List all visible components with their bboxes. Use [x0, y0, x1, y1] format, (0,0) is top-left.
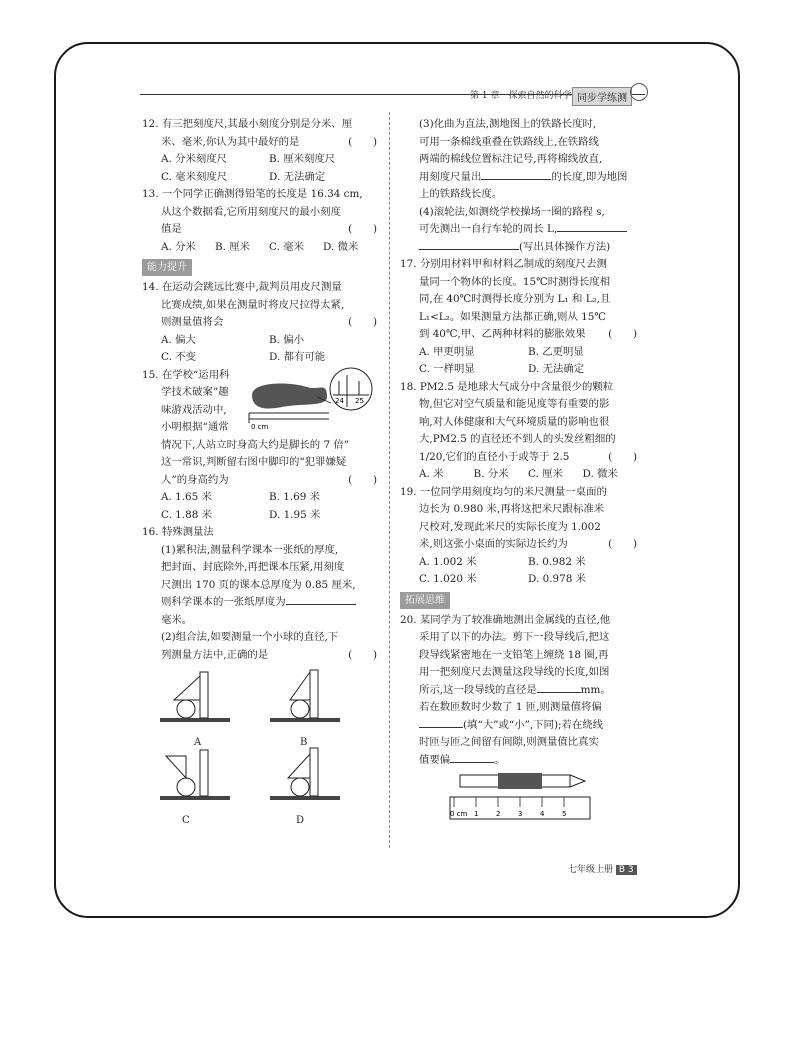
page-footer: 七年级上册 B 3: [568, 862, 637, 875]
ruler-tick-1: 1: [474, 810, 479, 818]
footprint-figure: [247, 367, 377, 437]
section-heading-extension: 拓展思维: [400, 592, 450, 609]
figure-b-label: B: [300, 737, 308, 748]
option-a: A. 分米刻度尺: [161, 153, 228, 165]
option-b: B. 厘米刻度尺: [269, 153, 336, 165]
part-3: (3)化曲为直法,测地图上的铁路长度时, 可用一条棉线重叠在铁路线上,在铁路线 两端的棉线位置标注记号,再将棉线放直, 用刻度尺量出 的长度,即为地图 上的铁路线长度。: [419, 118, 628, 200]
question-16: 16. 特殊测量法 (1)累积法,测量科学课本一张纸的厚度, 把封面、封底除外,再把课本压紧,用刻度 尺测出 170 页的课本总厚度为 0.85 厘米, 则科学课本的一张纸厚度为 毫米。 (2)组合法,如要测量一个小球的直径,下 列测量方法中,正确的是 ( ) A B C D: [142, 524, 377, 813]
answer-blank: [537, 682, 581, 693]
answer-blank: [450, 752, 494, 763]
logo-icon: [630, 83, 648, 101]
fig-tick-24: 24: [335, 396, 344, 405]
question-20: 20. 某同学为了较准确地测出金属线的直径,他 采用了以下的办法。剪下一段导线后,把这 段导线紧密地在一支铅笔上缠绕 18 圈,再 用一把刻度尺去测量这段导线的长度,如图 所示,这一段导线的直径是 mm。 若在数匝数时少数了 1 匝,则测量值将偏 (填“大”或“小”,下同);若在绕线 时匝与匝之间留有间隙,则测量值比真实 值要偏 。 0 cm 1 2 3 4 5: [400, 612, 637, 838]
figure-c-label: C: [182, 815, 190, 826]
ruler-tick-5: 5: [562, 810, 567, 818]
figure-d-label: D: [296, 815, 305, 826]
right-column: [400, 116, 637, 838]
ruler-tick-2: 2: [496, 810, 501, 818]
series-badge: 同步学练测: [572, 87, 632, 106]
question-15: 15. 在学校“运用科 学技术破案”趣 味游戏活动中, 小明根据“通常 0 cm 24 25 情况下,人站立时身高大约是脚长的 7 倍” 这一常识,判断留右图中脚印的“犯罪嫌疑 人”的身高约为 ( ) A. 1.65 米 B. 1.69 米 C. 1.88 米 D. 1.95 米: [142, 368, 377, 521]
answer-blank: [419, 717, 463, 728]
figure-a-label: A: [194, 737, 202, 748]
fig-tick-25: 25: [355, 396, 364, 405]
ruler-tick-4: 4: [540, 810, 545, 818]
question-12: 12. 有三把刻度尺,其最小刻度分别是分米、厘 米、毫米,你认为其中最好的是 ( ) A. 分米刻度尺 B. 厘米刻度尺 C. 毫米刻度尺 D. 无法确定: [142, 116, 377, 186]
page-number: B 3: [616, 865, 637, 875]
ruler-tick-0: 0 cm: [450, 810, 468, 818]
option-d: D. 无法确定: [269, 170, 326, 183]
column-divider: [389, 112, 390, 848]
option-c: C. 毫米刻度尺: [161, 170, 228, 183]
ruler-tick-3: 3: [518, 810, 523, 818]
figure-a: [160, 668, 230, 728]
question-17: 17. 分别用材料甲和材料乙制成的刻度尺去测 量同一个物体的长度。15℃时测得长度相 同,在 40℃时测得长度分别为 L₁ 和 L₂,且 L₁<L₂。如果测量方法都正确,则从 15℃ 到 40℃,甲、乙两种材料的膨胀效果 ( ) A. 甲更明显 B. 乙更明显 C. 一样明显 D. 无法确定: [400, 258, 637, 375]
left-column: [142, 116, 377, 826]
part-4: (4)滚轮法,如测绕学校操场一圈的路程 s, 可先测出一自行车轮的周长 L, (写出具体操作方法): [400, 204, 637, 257]
pencil-ruler-figure: [440, 771, 600, 831]
section-heading-ability: 能力提升: [142, 259, 192, 276]
figure-b: [270, 668, 340, 728]
question-19: 19. 一位同学用刻度均匀的米尺测量一桌面的 边长为 0.980 米,再将这把米尺跟标准米 尺校对,发现此米尺的实际长度为 1.002 米,则这张小桌面的实际边长约为 ( ) A. 1.002 米 B. 0.982 米 C. 1.020 米 D. 0.978 米: [400, 485, 637, 585]
chapter-title: 第 1 章 探索自然的科学: [470, 91, 572, 101]
answer-blank: [557, 221, 627, 232]
figure-d: [270, 746, 340, 806]
answer-blank: [286, 594, 356, 605]
answer-blank: [481, 169, 551, 180]
question-13: 13. 一个同学正确测得铅笔的长度是 16.34 cm, 从这个数据看,它所用刻度尺的最小刻度 值是 ( ) A. 分米 B. 厘米 C. 毫米 D. 微米: [142, 188, 377, 253]
answer-blank: [419, 239, 519, 250]
figure-c: [160, 746, 230, 806]
question-18: 18. PM2.5 是地球大气成分中含量很少的颗粒 物,但它对空气质量和能见度等有重要的影 响,对人体健康和大气环境质量的影响也很 大,PM2.5 的直径还不到人的头发丝粗细的 1/20,它们的直径小于或等于 2.5 ( ) A. 米 B. 分米 C. 厘米 D. 微米: [400, 380, 637, 480]
fig-zero-label: 0 cm: [251, 422, 269, 431]
question-14: 14. 在运动会跳远比赛中,裁判员用皮尺测量 比赛成绩,如果在测量时将皮尺拉得太紧, 则测量值将会 ( ) A. 偏大 B. 偏小 C. 不变 D. 都有可能: [142, 281, 377, 363]
